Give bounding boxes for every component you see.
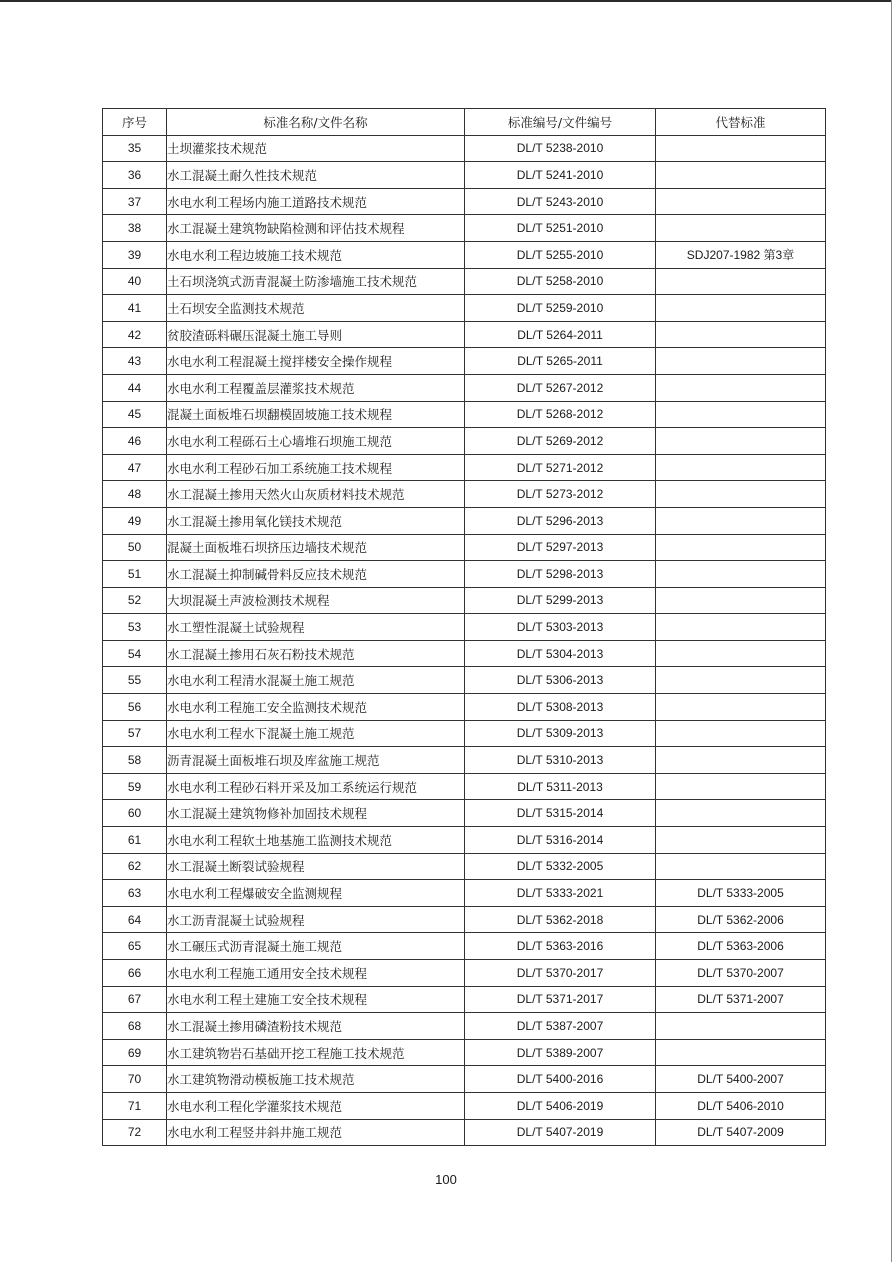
row-standard-name: 水工混凝土耐久性技术规范 xyxy=(167,162,465,189)
row-serial-no: 56 xyxy=(103,694,167,721)
table-row xyxy=(103,401,826,428)
row-replaced-standard xyxy=(656,215,826,242)
row-standard-code: DL/T 5267-2012 xyxy=(465,374,656,401)
row-replaced-standard xyxy=(656,454,826,481)
row-standard-code: DL/T 5387-2007 xyxy=(465,1013,656,1040)
row-standard-name: 水电水利工程边坡施工技术规范 xyxy=(167,241,465,268)
row-standard-name: 水工混凝土建筑物缺陷检测和评估技术规程 xyxy=(167,215,465,242)
top-border-line xyxy=(0,0,892,2)
table-row xyxy=(103,481,826,508)
row-standard-code: DL/T 5363-2016 xyxy=(465,933,656,960)
row-replaced-standard: DL/T 5406-2010 xyxy=(656,1092,826,1119)
row-standard-code: DL/T 5268-2012 xyxy=(465,401,656,428)
row-standard-name: 水电水利工程水下混凝土施工规范 xyxy=(167,720,465,747)
row-standard-name: 水电水利工程混凝土搅拌楼安全操作规程 xyxy=(167,348,465,375)
row-standard-name: 沥青混凝土面板堆石坝及库盆施工规范 xyxy=(167,747,465,774)
row-serial-no: 70 xyxy=(103,1066,167,1093)
row-replaced-standard xyxy=(656,188,826,215)
row-standard-name: 水工混凝土抑制碱骨料反应技术规范 xyxy=(167,561,465,588)
row-replaced-standard xyxy=(656,348,826,375)
row-standard-code: DL/T 5407-2019 xyxy=(465,1119,656,1146)
row-replaced-standard xyxy=(656,694,826,721)
row-standard-code: DL/T 5332-2005 xyxy=(465,853,656,880)
row-serial-no: 35 xyxy=(103,135,167,162)
table-row xyxy=(103,454,826,481)
row-standard-code: DL/T 5265-2011 xyxy=(465,348,656,375)
table-row xyxy=(103,374,826,401)
row-standard-name: 水电水利工程软土地基施工监测技术规范 xyxy=(167,827,465,854)
row-replaced-standard xyxy=(656,374,826,401)
row-serial-no: 50 xyxy=(103,534,167,561)
row-standard-name: 水电水利工程砂石料开采及加工系统运行规范 xyxy=(167,773,465,800)
row-serial-no: 71 xyxy=(103,1092,167,1119)
row-standard-code: DL/T 5258-2010 xyxy=(465,268,656,295)
table-row xyxy=(103,1013,826,1040)
row-standard-name: 水电水利工程土建施工安全技术规程 xyxy=(167,986,465,1013)
table-row xyxy=(103,215,826,242)
page-number: 100 xyxy=(435,1172,457,1187)
row-standard-code: DL/T 5259-2010 xyxy=(465,295,656,322)
table-row xyxy=(103,827,826,854)
table-row xyxy=(103,507,826,534)
row-standard-name: 水电水利工程砂石加工系统施工技术规程 xyxy=(167,454,465,481)
table-header xyxy=(103,109,826,136)
row-replaced-standard xyxy=(656,507,826,534)
row-standard-name: 水工建筑物岩石基础开挖工程施工技术规范 xyxy=(167,1039,465,1066)
row-replaced-standard xyxy=(656,561,826,588)
row-replaced-standard xyxy=(656,481,826,508)
row-standard-code: DL/T 5315-2014 xyxy=(465,800,656,827)
row-standard-name: 水电水利工程覆盖层灌浆技术规范 xyxy=(167,374,465,401)
row-standard-name: 水电水利工程砾石土心墙堆石坝施工规范 xyxy=(167,428,465,455)
row-standard-name: 水工混凝土掺用氧化镁技术规范 xyxy=(167,507,465,534)
row-standard-code: DL/T 5370-2017 xyxy=(465,960,656,987)
row-standard-code: DL/T 5251-2010 xyxy=(465,215,656,242)
row-standard-code: DL/T 5297-2013 xyxy=(465,534,656,561)
row-serial-no: 61 xyxy=(103,827,167,854)
row-serial-no: 49 xyxy=(103,507,167,534)
row-replaced-standard xyxy=(656,401,826,428)
table-row xyxy=(103,348,826,375)
row-serial-no: 37 xyxy=(103,188,167,215)
row-replaced-standard xyxy=(656,428,826,455)
row-serial-no: 64 xyxy=(103,906,167,933)
table-row xyxy=(103,561,826,588)
row-standard-code: DL/T 5298-2013 xyxy=(465,561,656,588)
row-standard-code: DL/T 5333-2021 xyxy=(465,880,656,907)
row-serial-no: 38 xyxy=(103,215,167,242)
row-replaced-standard xyxy=(656,321,826,348)
row-serial-no: 63 xyxy=(103,880,167,907)
table-row xyxy=(103,162,826,189)
row-replaced-standard xyxy=(656,135,826,162)
row-serial-no: 48 xyxy=(103,481,167,508)
row-serial-no: 55 xyxy=(103,667,167,694)
table-row xyxy=(103,428,826,455)
row-standard-name: 水工混凝土掺用磷渣粉技术规范 xyxy=(167,1013,465,1040)
table-row xyxy=(103,135,826,162)
row-serial-no: 36 xyxy=(103,162,167,189)
row-serial-no: 65 xyxy=(103,933,167,960)
row-serial-no: 72 xyxy=(103,1119,167,1146)
row-serial-no: 51 xyxy=(103,561,167,588)
row-replaced-standard: SDJ207-1982 第3章 xyxy=(656,241,826,268)
row-standard-code: DL/T 5299-2013 xyxy=(465,587,656,614)
table-row xyxy=(103,773,826,800)
row-replaced-standard: DL/T 5363-2006 xyxy=(656,933,826,960)
row-standard-code: DL/T 5296-2013 xyxy=(465,507,656,534)
row-standard-code: DL/T 5304-2013 xyxy=(465,640,656,667)
row-replaced-standard xyxy=(656,720,826,747)
table-row xyxy=(103,268,826,295)
row-standard-name: 水工混凝土断裂试验规程 xyxy=(167,853,465,880)
row-standard-name: 土坝灌浆技术规范 xyxy=(167,135,465,162)
row-replaced-standard xyxy=(656,747,826,774)
row-serial-no: 58 xyxy=(103,747,167,774)
row-replaced-standard xyxy=(656,827,826,854)
row-replaced-standard xyxy=(656,800,826,827)
table-row xyxy=(103,241,826,268)
row-replaced-standard: DL/T 5407-2009 xyxy=(656,1119,826,1146)
row-serial-no: 46 xyxy=(103,428,167,455)
row-replaced-standard xyxy=(656,268,826,295)
table-row xyxy=(103,587,826,614)
row-standard-code: DL/T 5309-2013 xyxy=(465,720,656,747)
row-standard-name: 土石坝安全监测技术规范 xyxy=(167,295,465,322)
row-replaced-standard xyxy=(656,534,826,561)
row-standard-name: 混凝土面板堆石坝翻模固坡施工技术规程 xyxy=(167,401,465,428)
row-replaced-standard xyxy=(656,295,826,322)
table-row xyxy=(103,1119,826,1146)
row-standard-name: 水工塑性混凝土试验规程 xyxy=(167,614,465,641)
table-row xyxy=(103,295,826,322)
row-serial-no: 68 xyxy=(103,1013,167,1040)
row-standard-code: DL/T 5371-2017 xyxy=(465,986,656,1013)
header-standard-code: 标准编号/文件编号 xyxy=(465,109,656,136)
row-replaced-standard xyxy=(656,773,826,800)
row-serial-no: 60 xyxy=(103,800,167,827)
row-serial-no: 67 xyxy=(103,986,167,1013)
row-standard-code: DL/T 5271-2012 xyxy=(465,454,656,481)
row-standard-code: DL/T 5362-2018 xyxy=(465,906,656,933)
table-row xyxy=(103,986,826,1013)
row-standard-code: DL/T 5273-2012 xyxy=(465,481,656,508)
row-replaced-standard xyxy=(656,162,826,189)
row-standard-name: 水电水利工程场内施工道路技术规范 xyxy=(167,188,465,215)
row-replaced-standard xyxy=(656,1039,826,1066)
row-serial-no: 59 xyxy=(103,773,167,800)
row-standard-code: DL/T 5243-2010 xyxy=(465,188,656,215)
row-serial-no: 62 xyxy=(103,853,167,880)
table-row xyxy=(103,720,826,747)
row-standard-code: DL/T 5264-2011 xyxy=(465,321,656,348)
row-standard-name: 水电水利工程爆破安全监测规程 xyxy=(167,880,465,907)
row-serial-no: 66 xyxy=(103,960,167,987)
row-standard-name: 水电水利工程清水混凝土施工规范 xyxy=(167,667,465,694)
row-standard-code: DL/T 5310-2013 xyxy=(465,747,656,774)
table-row xyxy=(103,614,826,641)
table-row xyxy=(103,853,826,880)
row-standard-code: DL/T 5400-2016 xyxy=(465,1066,656,1093)
header-serial-no: 序号 xyxy=(103,109,167,136)
table-row xyxy=(103,800,826,827)
row-replaced-standard xyxy=(656,1013,826,1040)
row-standard-name: 水工混凝土掺用天然火山灰质材料技术规范 xyxy=(167,481,465,508)
row-replaced-standard xyxy=(656,853,826,880)
row-replaced-standard: DL/T 5362-2006 xyxy=(656,906,826,933)
row-standard-code: DL/T 5406-2019 xyxy=(465,1092,656,1119)
table-row xyxy=(103,906,826,933)
row-standard-code: DL/T 5303-2013 xyxy=(465,614,656,641)
table-row xyxy=(103,1039,826,1066)
row-standard-code: DL/T 5306-2013 xyxy=(465,667,656,694)
table-row xyxy=(103,1066,826,1093)
row-standard-name: 水工混凝土掺用石灰石粉技术规范 xyxy=(167,640,465,667)
row-replaced-standard xyxy=(656,587,826,614)
row-standard-code: DL/T 5241-2010 xyxy=(465,162,656,189)
row-standard-name: 大坝混凝土声波检测技术规程 xyxy=(167,587,465,614)
table-row xyxy=(103,667,826,694)
table-row xyxy=(103,640,826,667)
row-standard-code: DL/T 5269-2012 xyxy=(465,428,656,455)
row-standard-code: DL/T 5238-2010 xyxy=(465,135,656,162)
row-standard-name: 混凝土面板堆石坝挤压边墙技术规范 xyxy=(167,534,465,561)
row-serial-no: 42 xyxy=(103,321,167,348)
row-serial-no: 47 xyxy=(103,454,167,481)
row-replaced-standard xyxy=(656,614,826,641)
row-serial-no: 41 xyxy=(103,295,167,322)
row-replaced-standard: DL/T 5333-2005 xyxy=(656,880,826,907)
row-standard-name: 水工建筑物滑动模板施工技术规范 xyxy=(167,1066,465,1093)
row-standard-name: 水电水利工程施工安全监测技术规范 xyxy=(167,694,465,721)
row-replaced-standard xyxy=(656,667,826,694)
row-replaced-standard: DL/T 5370-2007 xyxy=(656,960,826,987)
row-serial-no: 52 xyxy=(103,587,167,614)
table-body xyxy=(103,135,826,1146)
row-standard-name: 水电水利工程施工通用安全技术规程 xyxy=(167,960,465,987)
table-row xyxy=(103,188,826,215)
row-replaced-standard: DL/T 5371-2007 xyxy=(656,986,826,1013)
row-standard-code: DL/T 5389-2007 xyxy=(465,1039,656,1066)
header-replaced-standard: 代替标准 xyxy=(656,109,826,136)
table-row xyxy=(103,534,826,561)
table-row xyxy=(103,747,826,774)
row-standard-code: DL/T 5316-2014 xyxy=(465,827,656,854)
row-standard-name: 水工碾压式沥青混凝土施工规范 xyxy=(167,933,465,960)
header-row xyxy=(103,109,826,136)
row-replaced-standard xyxy=(656,640,826,667)
table-row xyxy=(103,933,826,960)
row-standard-code: DL/T 5255-2010 xyxy=(465,241,656,268)
row-standard-name: 土石坝浇筑式沥青混凝土防渗墙施工技术规范 xyxy=(167,268,465,295)
row-standard-name: 水工沥青混凝土试验规程 xyxy=(167,906,465,933)
row-replaced-standard: DL/T 5400-2007 xyxy=(656,1066,826,1093)
table-row xyxy=(103,960,826,987)
row-standard-code: DL/T 5308-2013 xyxy=(465,694,656,721)
row-standard-name: 水电水利工程竖井斜井施工规范 xyxy=(167,1119,465,1146)
row-serial-no: 57 xyxy=(103,720,167,747)
row-serial-no: 40 xyxy=(103,268,167,295)
table-row xyxy=(103,694,826,721)
row-standard-name: 贫胶渣砾料碾压混凝土施工导则 xyxy=(167,321,465,348)
row-serial-no: 43 xyxy=(103,348,167,375)
row-serial-no: 44 xyxy=(103,374,167,401)
row-serial-no: 39 xyxy=(103,241,167,268)
row-standard-name: 水工混凝土建筑物修补加固技术规程 xyxy=(167,800,465,827)
table-row xyxy=(103,321,826,348)
row-serial-no: 69 xyxy=(103,1039,167,1066)
row-standard-name: 水电水利工程化学灌浆技术规范 xyxy=(167,1092,465,1119)
row-serial-no: 53 xyxy=(103,614,167,641)
header-standard-name: 标准名称/文件名称 xyxy=(167,109,465,136)
row-standard-code: DL/T 5311-2013 xyxy=(465,773,656,800)
row-serial-no: 54 xyxy=(103,640,167,667)
table-row xyxy=(103,1092,826,1119)
standards-table xyxy=(102,108,826,1146)
table-row xyxy=(103,880,826,907)
row-serial-no: 45 xyxy=(103,401,167,428)
